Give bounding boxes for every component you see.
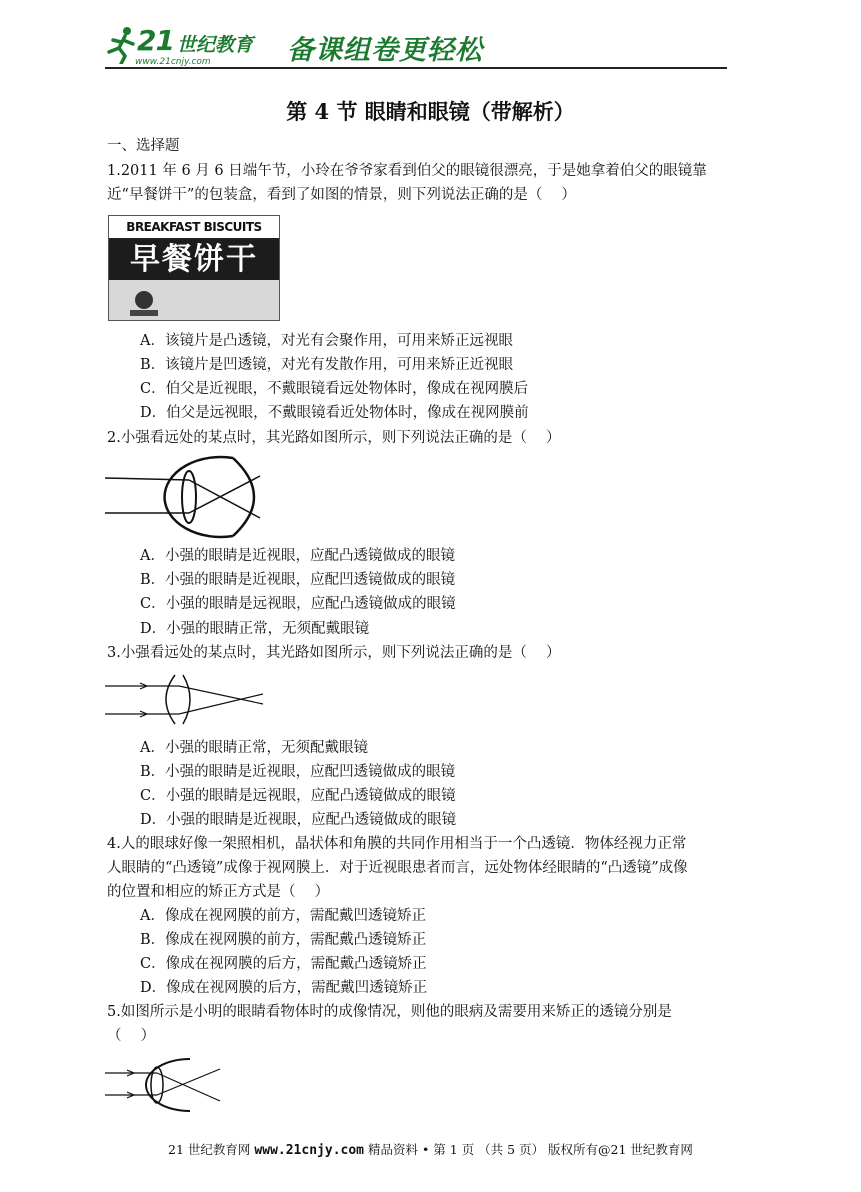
- box-emblem-icon: [124, 288, 164, 318]
- footer-page-info: 精品资料 • 第 1 页 （共 5 页） 版权所有@21 世纪教育网: [367, 1142, 693, 1157]
- q1-option-c: C．伯父是近视眼，不戴眼镜看远处物体时，像成在视网膜后: [140, 381, 529, 397]
- question-2-line-1: 2.小强看远处的某点时，其光路如图所示，则下列说法正确的是（ ）: [107, 430, 561, 446]
- q4-option-d: D．像成在视网膜的后方，需配戴凹透镜矫正: [140, 980, 428, 996]
- page-header: [105, 22, 725, 70]
- section-heading: 一、选择题: [107, 138, 180, 154]
- q4-option-b: B．像成在视网膜的前方，需配戴凸透镜矫正: [140, 932, 427, 948]
- logo-number: 21: [137, 24, 174, 57]
- biscuit-box-figure: [108, 215, 280, 321]
- q1-option-a: A．该镜片是凸透镜，对光有会聚作用，可用来矫正远视眼: [140, 333, 513, 349]
- question-4-line-3: 的位置和相应的矫正方式是（ ）: [107, 884, 330, 900]
- q1-option-b: B．该镜片是凹透镜，对光有发散作用，可用来矫正近视眼: [140, 357, 514, 373]
- q4-option-a: A．像成在视网膜的前方，需配戴凹透镜矫正: [140, 908, 426, 924]
- question-4-line-2: 人眼睛的“凸透镜”成像于视网膜上．对于近视眼患者而言，远处物体经眼睛的“凸透镜”成像: [107, 860, 688, 876]
- q2-option-b: B．小强的眼睛是近视眼，应配凹透镜做成的眼镜: [140, 572, 456, 588]
- q2-option-c: C．小强的眼睛是远视眼，应配凸透镜做成的眼镜: [140, 596, 456, 612]
- question-5-line-2: （ ）: [107, 1028, 156, 1044]
- q3-option-c: C．小强的眼睛是远视眼，应配凸透镜做成的眼镜: [140, 788, 456, 804]
- logo-text: 世纪教育: [177, 34, 254, 56]
- q1-option-d: D．伯父是远视眼，不戴眼镜看近处物体时，像成在视网膜前: [140, 405, 529, 421]
- eye-ray-diagram-q2: [105, 453, 270, 543]
- runner-logo-icon: [105, 24, 139, 64]
- biscuit-english-label: BREAKFAST BISCUITS: [109, 216, 279, 240]
- q3-option-b: B．小强的眼睛是近视眼，应配凹透镜做成的眼镜: [140, 764, 456, 780]
- header-divider: [105, 67, 727, 69]
- q3-option-d: D．小强的眼睛是近视眼，应配凸透镜做成的眼镜: [140, 812, 457, 828]
- lens-ray-diagram-q3: [105, 672, 270, 727]
- page-footer: [0, 1140, 861, 1158]
- eye-ray-diagram-q5: [105, 1055, 225, 1115]
- biscuit-chinese-label: 早餐饼干: [109, 240, 279, 280]
- footer-site-name: 21 世纪教育网: [168, 1142, 251, 1157]
- header-slogan: 备课组卷更轻松: [287, 35, 483, 66]
- question-3-line-1: 3.小强看远处的某点时，其光路如图所示，则下列说法正确的是（ ）: [107, 645, 561, 661]
- question-4-line-1: 4.人的眼球好像一架照相机，晶状体和角膜的共同作用相当于一个凸透镜．物体经视力正常: [107, 836, 687, 852]
- page-title: 第 4 节 眼睛和眼镜（带解析）: [286, 99, 575, 124]
- logo-url: www.21cnjy.com: [135, 57, 211, 67]
- footer-url[interactable]: www.21cnjy.com: [254, 1143, 364, 1158]
- question-1-line-1: 1.2011 年 6 月 6 日端午节，小玲在爷爷家看到伯父的眼镜很漂亮，于是她拿着伯父的眼镜靠: [107, 163, 707, 179]
- q3-option-a: A．小强的眼睛正常，无须配戴眼镜: [140, 740, 368, 756]
- question-1-line-2: 近“早餐饼干”的包装盒，看到了如图的情景，则下列说法正确的是（ ）: [107, 187, 576, 203]
- question-5-line-1: 5.如图所示是小明的眼睛看物体时的成像情况，则他的眼病及需要用来矫正的透镜分别是: [107, 1004, 672, 1020]
- q4-option-c: C．像成在视网膜的后方，需配戴凸透镜矫正: [140, 956, 427, 972]
- q2-option-d: D．小强的眼睛正常，无须配戴眼镜: [140, 621, 370, 637]
- q2-option-a: A．小强的眼睛是近视眼，应配凸透镜做成的眼镜: [140, 548, 455, 564]
